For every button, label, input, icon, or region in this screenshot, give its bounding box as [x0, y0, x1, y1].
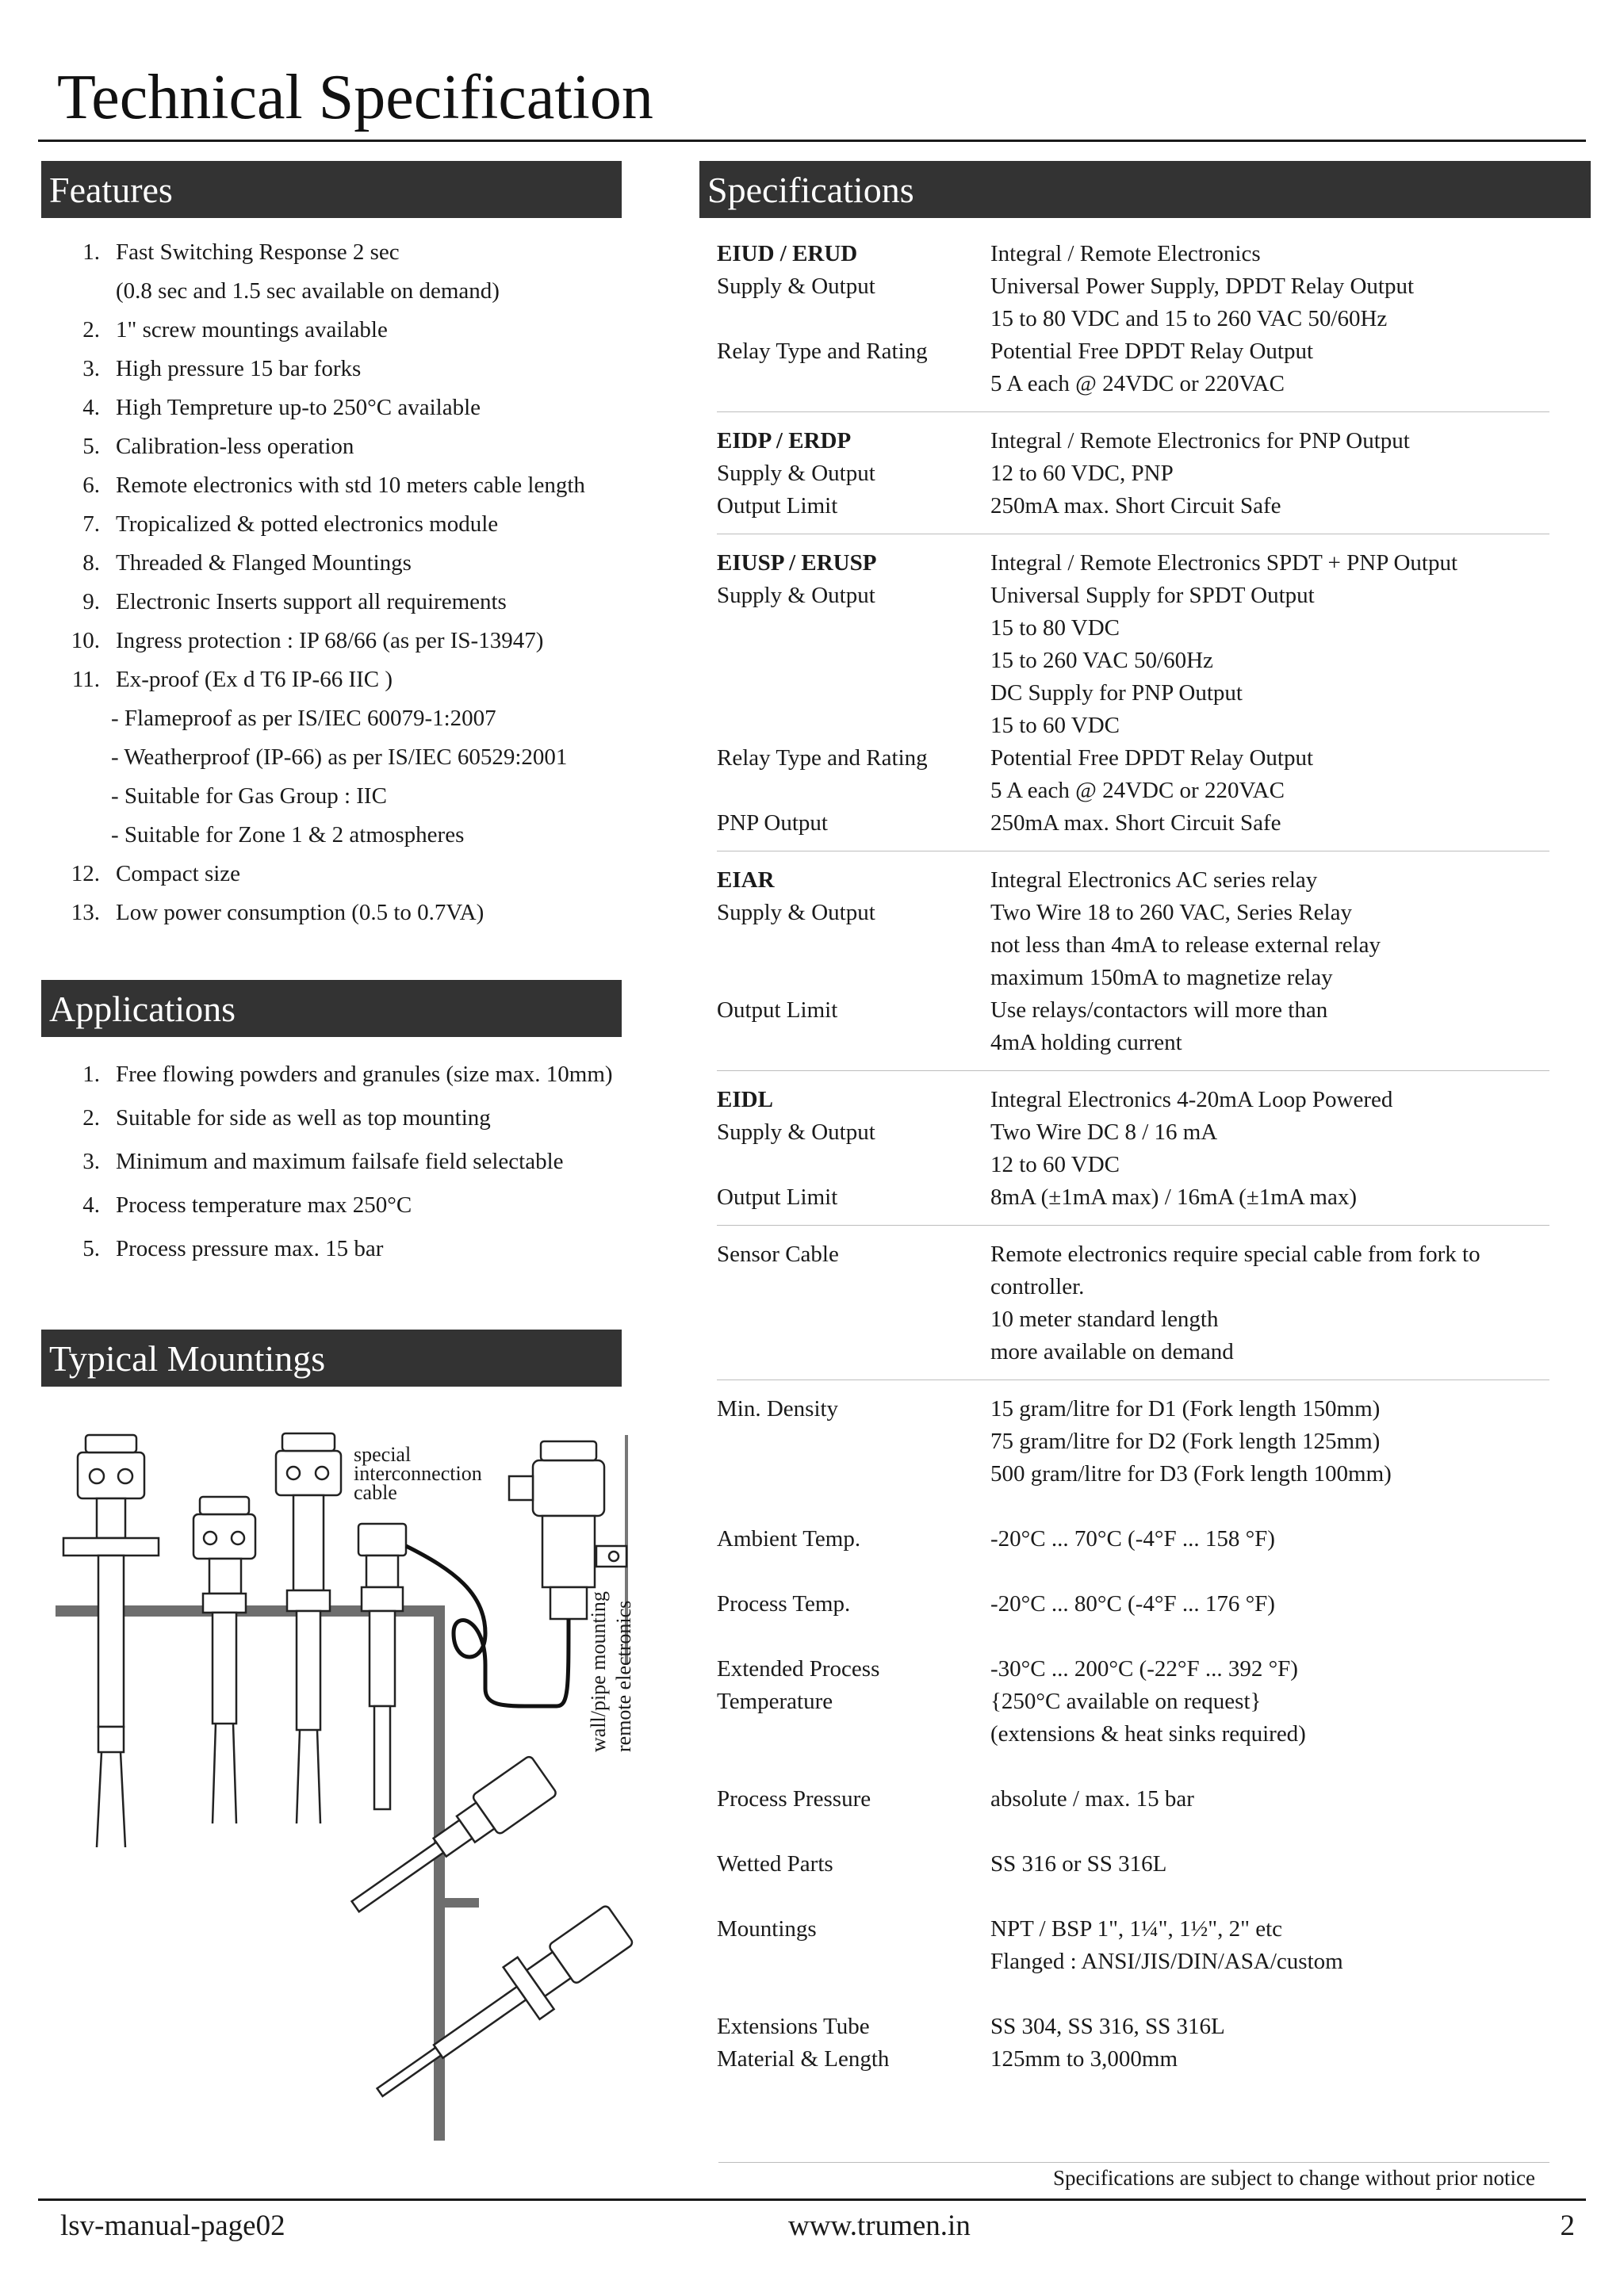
spec-row	[717, 1913, 1549, 1978]
spec-value-line: 5 A each @ 24VDC or 220VAC	[990, 778, 1285, 803]
spec-value-line: 15 to 80 VDC	[990, 615, 1120, 641]
spec-value	[990, 1848, 1166, 1881]
spec-row	[717, 897, 1549, 994]
spec-key	[717, 580, 990, 612]
spec-key	[717, 994, 990, 1027]
spec-value-line: more available on demand	[990, 1339, 1234, 1364]
spec-key	[717, 742, 990, 775]
mountings-drawing	[41, 1427, 660, 2141]
spec-key	[717, 1653, 990, 1718]
feature-item	[63, 702, 585, 741]
spec-value-line: -20°C ... 80°C (-4°F ... 176 °F)	[990, 1591, 1275, 1617]
spec-row	[717, 1653, 1549, 1751]
spec-key	[717, 1523, 990, 1556]
spec-key-line: Output Limit	[717, 493, 838, 519]
spec-key-line: Min. Density	[717, 1396, 839, 1422]
spec-value-line: Two Wire 18 to 260 VAC, Series Relay	[990, 900, 1352, 925]
spec-key-line: Relay Type and Rating	[717, 339, 928, 364]
spec-value-line: 15 to 80 VDC and 15 to 260 VAC 50/60Hz	[990, 306, 1388, 331]
spec-key	[717, 1181, 990, 1214]
spec-value-line: Use relays/contactors will more than	[990, 997, 1328, 1023]
applications-list	[63, 1057, 613, 1275]
spec-value	[990, 238, 1261, 270]
spec-key-line: Temperature	[717, 1689, 833, 1714]
spec-value-line: Integral Electronics AC series relay	[990, 867, 1318, 893]
feature-item-text: 1" screw mountings available	[116, 317, 388, 342]
specifications-heading: Specifications	[699, 161, 1591, 218]
spec-value-line: maximum 150mA to magnetize relay	[990, 965, 1333, 990]
feature-item-number: 6.	[82, 473, 100, 498]
top-rule	[38, 140, 1586, 142]
spec-value-line: Two Wire DC 8 / 16 mA	[990, 1119, 1218, 1145]
spec-key-line: Output Limit	[717, 1184, 838, 1210]
cable-label-line3: cable	[354, 1481, 397, 1504]
spec-value-line: Integral Electronics 4-20mA Loop Powered	[990, 1087, 1393, 1112]
spec-key-line: Supply & Output	[717, 1119, 875, 1145]
spec-key-line: Supply & Output	[717, 274, 875, 299]
spec-key	[717, 1588, 990, 1621]
spec-value-line: 500 gram/litre for D3 (Fork length 100mm)	[990, 1461, 1392, 1487]
spec-value	[990, 2011, 1225, 2076]
mountings-heading: Typical Mountings	[41, 1330, 622, 1387]
spec-row	[717, 2011, 1549, 2076]
list-item-number: 2.	[82, 1105, 100, 1131]
feature-item-text: Compact size	[116, 861, 241, 886]
spec-value	[990, 1238, 1480, 1368]
spec-row	[717, 1116, 1549, 1181]
spec-value-line: DC Supply for PNP Output	[990, 680, 1243, 706]
feature-item	[63, 430, 585, 469]
list-item-text: Process pressure max. 15 bar	[116, 1236, 384, 1261]
spec-row	[717, 1523, 1549, 1556]
spec-value-line: 15 to 60 VDC	[990, 713, 1120, 738]
spec-value	[990, 807, 1281, 840]
spec-row	[717, 547, 1549, 580]
mountings-illustration	[41, 1427, 660, 2141]
feature-item	[63, 664, 585, 702]
spec-key-line: EIAR	[717, 867, 775, 893]
applications-heading: Applications	[41, 980, 622, 1037]
feature-item-number: 10.	[71, 628, 100, 653]
spec-row	[717, 1783, 1549, 1816]
spec-group	[717, 1393, 1549, 2087]
spec-value	[990, 1393, 1392, 1490]
feature-item-text: Fast Switching Response 2 sec	[116, 239, 400, 265]
list-item-text: Free flowing powders and granules (size max. 10mm)	[116, 1062, 613, 1087]
spec-value-line: NPT / BSP 1", 1¼", 1½", 2" etc	[990, 1916, 1282, 1942]
spec-value-line: Universal Power Supply, DPDT Relay Output	[990, 274, 1415, 299]
spec-value-line: SS 304, SS 316, SS 316L	[990, 2014, 1225, 2039]
spec-value-line: 15 to 260 VAC 50/60Hz	[990, 648, 1213, 673]
list-item-number: 5.	[82, 1236, 100, 1261]
spec-row	[717, 1238, 1549, 1368]
feature-item-number: 3.	[82, 356, 100, 381]
feature-item-number: 7.	[82, 511, 100, 537]
spec-key	[717, 335, 990, 368]
spec-value-line: 250mA max. Short Circuit Safe	[990, 810, 1281, 836]
spec-value-line: -20°C ... 70°C (-4°F ... 158 °F)	[990, 1526, 1275, 1552]
spec-key	[717, 1848, 990, 1881]
spec-row	[717, 238, 1549, 270]
spec-value-line: 12 to 60 VDC, PNP	[990, 461, 1174, 486]
spec-value-line: 125mm to 3,000mm	[990, 2046, 1178, 2072]
spec-group	[717, 547, 1549, 851]
spec-value	[990, 547, 1457, 580]
spec-key	[717, 425, 990, 457]
spec-value-line: -30°C ... 200°C (-22°F ... 392 °F)	[990, 1656, 1298, 1682]
feature-item	[63, 897, 585, 936]
feature-item-text: Remote electronics with std 10 meters cable length	[116, 473, 585, 498]
feature-item	[63, 780, 585, 819]
spec-group	[717, 238, 1549, 412]
feature-item-number: 1.	[82, 239, 100, 265]
spec-row	[717, 457, 1549, 490]
spec-row	[717, 864, 1549, 897]
spec-key	[717, 1084, 990, 1116]
spec-value-line: 12 to 60 VDC	[990, 1152, 1120, 1177]
spec-key	[717, 897, 990, 929]
spec-row	[717, 490, 1549, 522]
spec-value	[990, 1523, 1275, 1556]
sensor-side-flanged	[362, 1898, 638, 2118]
spec-row	[717, 994, 1549, 1059]
spec-key-line: Extended Process	[717, 1656, 880, 1682]
spec-key-line: EIDP / ERDP	[717, 428, 852, 453]
feature-item-text: - Weatherproof (IP-66) as per IS/IEC 60529:2001	[111, 744, 568, 770]
spec-key-line: Process Temp.	[717, 1591, 851, 1617]
spec-key-line: Extensions Tube	[717, 2014, 870, 2039]
spec-group	[717, 864, 1549, 1071]
feature-item-number: 12.	[71, 861, 100, 886]
feature-item	[63, 819, 585, 858]
spec-row	[717, 807, 1549, 840]
wall-label-line2: remote electronics	[612, 1600, 635, 1752]
spec-value	[990, 1653, 1306, 1751]
spec-value-line: 75 gram/litre for D2 (Fork length 125mm)	[990, 1429, 1381, 1454]
footer-page-number: 2	[1560, 2210, 1575, 2242]
spec-value-line: Potential Free DPDT Relay Output	[990, 745, 1314, 771]
feature-item-text: Ingress protection : IP 68/66 (as per IS-13947)	[116, 628, 544, 653]
feature-item	[63, 314, 585, 353]
spec-value-line: 15 gram/litre for D1 (Fork length 150mm)	[990, 1396, 1381, 1422]
spec-key-line: Sensor Cable	[717, 1242, 839, 1267]
spec-row	[717, 580, 1549, 742]
spec-value	[990, 994, 1327, 1059]
spec-key-line: Supply & Output	[717, 461, 875, 486]
spec-row	[717, 1393, 1549, 1490]
page-title: Technical Specification	[57, 63, 653, 132]
spec-key	[717, 864, 990, 897]
features-list	[63, 236, 585, 936]
sensor-threaded-top	[193, 1497, 255, 1823]
spec-row	[717, 1084, 1549, 1116]
feature-item	[63, 353, 585, 392]
spec-row	[717, 1588, 1549, 1621]
spec-value	[990, 457, 1174, 490]
feature-item-number: 13.	[71, 900, 100, 925]
spec-value-line: SS 316 or SS 316L	[990, 1851, 1167, 1877]
spec-value-line: Integral / Remote Electronics	[990, 241, 1261, 266]
spec-value-line: controller.	[990, 1274, 1085, 1299]
sensor-remote-fork	[358, 1524, 406, 1809]
spec-row	[717, 425, 1549, 457]
spec-value	[990, 864, 1317, 897]
feature-item-text: Calibration-less operation	[116, 434, 354, 459]
spec-key	[717, 2011, 990, 2076]
list-item-number: 3.	[82, 1149, 100, 1174]
spec-value	[990, 1913, 1343, 1978]
spec-value-line: 8mA (±1mA max) / 16mA (±1mA max)	[990, 1184, 1357, 1210]
feature-item-text: - Suitable for Gas Group : IIC	[111, 783, 387, 809]
list-item-text: Minimum and maximum failsafe field selectable	[116, 1149, 564, 1174]
list-item-number: 1.	[82, 1062, 100, 1087]
spec-key	[717, 1913, 990, 1946]
cable-label-line2: interconnection	[354, 1462, 482, 1485]
spec-key-line: Relay Type and Rating	[717, 745, 928, 771]
spec-value-line: not less than 4mA to release external relay	[990, 932, 1381, 958]
spec-value-line: absolute / max. 15 bar	[990, 1786, 1194, 1812]
list-item-text: Process temperature max 250°C	[116, 1192, 412, 1218]
spec-value-line: 10 meter standard length	[990, 1307, 1219, 1332]
spec-value	[990, 897, 1381, 994]
spec-key-line: Supply & Output	[717, 900, 875, 925]
spec-key	[717, 238, 990, 270]
spec-key-line: EIDL	[717, 1087, 773, 1112]
footer-document-id: lsv-manual-page02	[60, 2210, 285, 2242]
spec-key	[717, 1783, 990, 1816]
spec-value	[990, 580, 1315, 742]
spec-value-line: 5 A each @ 24VDC or 220VAC	[990, 371, 1285, 396]
list-item	[63, 1188, 613, 1231]
spec-value	[990, 425, 1410, 457]
spec-value	[990, 335, 1313, 400]
spec-value-line: 4mA holding current	[990, 1030, 1182, 1055]
feature-item	[63, 625, 585, 664]
spec-row	[717, 1181, 1549, 1214]
spec-key-line: Material & Length	[717, 2046, 890, 2072]
feature-item-text: - Suitable for Zone 1 & 2 atmospheres	[111, 822, 465, 848]
feature-item-text: - Flameproof as per IS/IEC 60079-1:2007	[111, 706, 496, 731]
wall-label-line1: wall/pipe mounting	[587, 1591, 610, 1752]
feature-item-text: Tropicalized & potted electronics module	[116, 511, 499, 537]
spec-key-line: Ambient Temp.	[717, 1526, 861, 1552]
spec-row	[717, 270, 1549, 335]
spec-value-line: Flanged : ANSI/JIS/DIN/ASA/custom	[990, 1949, 1343, 1974]
spec-row	[717, 742, 1549, 807]
feature-item	[63, 275, 585, 314]
spec-key-line: EIUSP / ERUSP	[717, 550, 877, 576]
features-heading: Features	[41, 161, 622, 218]
spec-key	[717, 1238, 990, 1271]
feature-item	[63, 392, 585, 430]
spec-key-line: PNP Output	[717, 810, 828, 836]
spec-value	[990, 742, 1313, 807]
spec-value	[990, 1588, 1275, 1621]
list-item	[63, 1231, 613, 1275]
spec-key-line: Mountings	[717, 1916, 817, 1942]
spec-value	[990, 270, 1414, 335]
spec-value-line: Integral / Remote Electronics for PNP Output	[990, 428, 1410, 453]
spec-value	[990, 1181, 1357, 1214]
footer-rule	[38, 2198, 1586, 2201]
spec-key	[717, 807, 990, 840]
spec-value-line: 250mA max. Short Circuit Safe	[990, 493, 1281, 519]
spec-key	[717, 270, 990, 303]
feature-item-text: Low power consumption (0.5 to 0.7VA)	[116, 900, 485, 925]
feature-item-text: Electronic Inserts support all requirements	[116, 589, 507, 614]
sensor-flanged-top	[63, 1435, 159, 1847]
specifications-table	[717, 238, 1549, 2087]
spec-key	[717, 1393, 990, 1425]
spec-value-line: Integral / Remote Electronics SPDT + PNP Output	[990, 550, 1458, 576]
feature-item-number: 4.	[82, 395, 100, 420]
spec-group	[717, 1238, 1549, 1380]
footer-website: www.trumen.in	[788, 2210, 971, 2242]
feature-item	[63, 547, 585, 586]
sensor-threaded-long	[276, 1433, 341, 1823]
spec-value-line: (extensions & heat sinks required)	[990, 1721, 1306, 1747]
spec-row	[717, 335, 1549, 400]
feature-item-text: Threaded & Flanged Mountings	[116, 550, 412, 576]
spec-key	[717, 547, 990, 580]
feature-item-number: 9.	[82, 589, 100, 614]
feature-item-text: Ex-proof (Ex d T6 IP-66 IIC )	[116, 667, 393, 692]
list-item-number: 4.	[82, 1192, 100, 1218]
spec-key-line: Output Limit	[717, 997, 838, 1023]
spec-group	[717, 425, 1549, 534]
list-item	[63, 1144, 613, 1188]
spec-key-line: Wetted Parts	[717, 1851, 833, 1877]
spec-row	[717, 1848, 1549, 1881]
spec-key	[717, 457, 990, 490]
spec-value-line: Remote electronics require special cable from fork to	[990, 1242, 1480, 1267]
list-item-text: Suitable for side as well as top mounting	[116, 1105, 491, 1131]
spec-value-line: Universal Supply for SPDT Output	[990, 583, 1315, 608]
feature-item	[63, 236, 585, 275]
notice-rule	[718, 2162, 1549, 2163]
specifications-notice: Specifications are subject to change without prior notice	[1052, 2166, 1535, 2190]
spec-value	[990, 1084, 1392, 1116]
spec-value	[990, 1116, 1217, 1181]
feature-item	[63, 469, 585, 508]
feature-item	[63, 586, 585, 625]
spec-key	[717, 490, 990, 522]
feature-item-text: (0.8 sec and 1.5 sec available on demand)	[116, 278, 500, 304]
spec-value-line: {250°C available on request}	[990, 1689, 1262, 1714]
feature-item-number: 11.	[71, 667, 100, 692]
feature-item-number: 8.	[82, 550, 100, 576]
spec-value	[990, 490, 1281, 522]
spec-key	[717, 1116, 990, 1149]
spec-key-line: Process Pressure	[717, 1786, 871, 1812]
list-item	[63, 1100, 613, 1144]
feature-item-number: 2.	[82, 317, 100, 342]
feature-item	[63, 741, 585, 780]
spec-key-line: EIUD / ERUD	[717, 241, 858, 266]
feature-item	[63, 858, 585, 897]
cable-label-line1: special	[354, 1443, 412, 1466]
feature-item	[63, 508, 585, 547]
list-item	[63, 1057, 613, 1100]
spec-value-line: Potential Free DPDT Relay Output	[990, 339, 1314, 364]
spec-key-line: Supply & Output	[717, 583, 875, 608]
spec-group	[717, 1084, 1549, 1226]
feature-item-number: 5.	[82, 434, 100, 459]
spec-value	[990, 1783, 1194, 1816]
feature-item-text: High pressure 15 bar forks	[116, 356, 362, 381]
feature-item-text: High Tempreture up-to 250°C available	[116, 395, 481, 420]
